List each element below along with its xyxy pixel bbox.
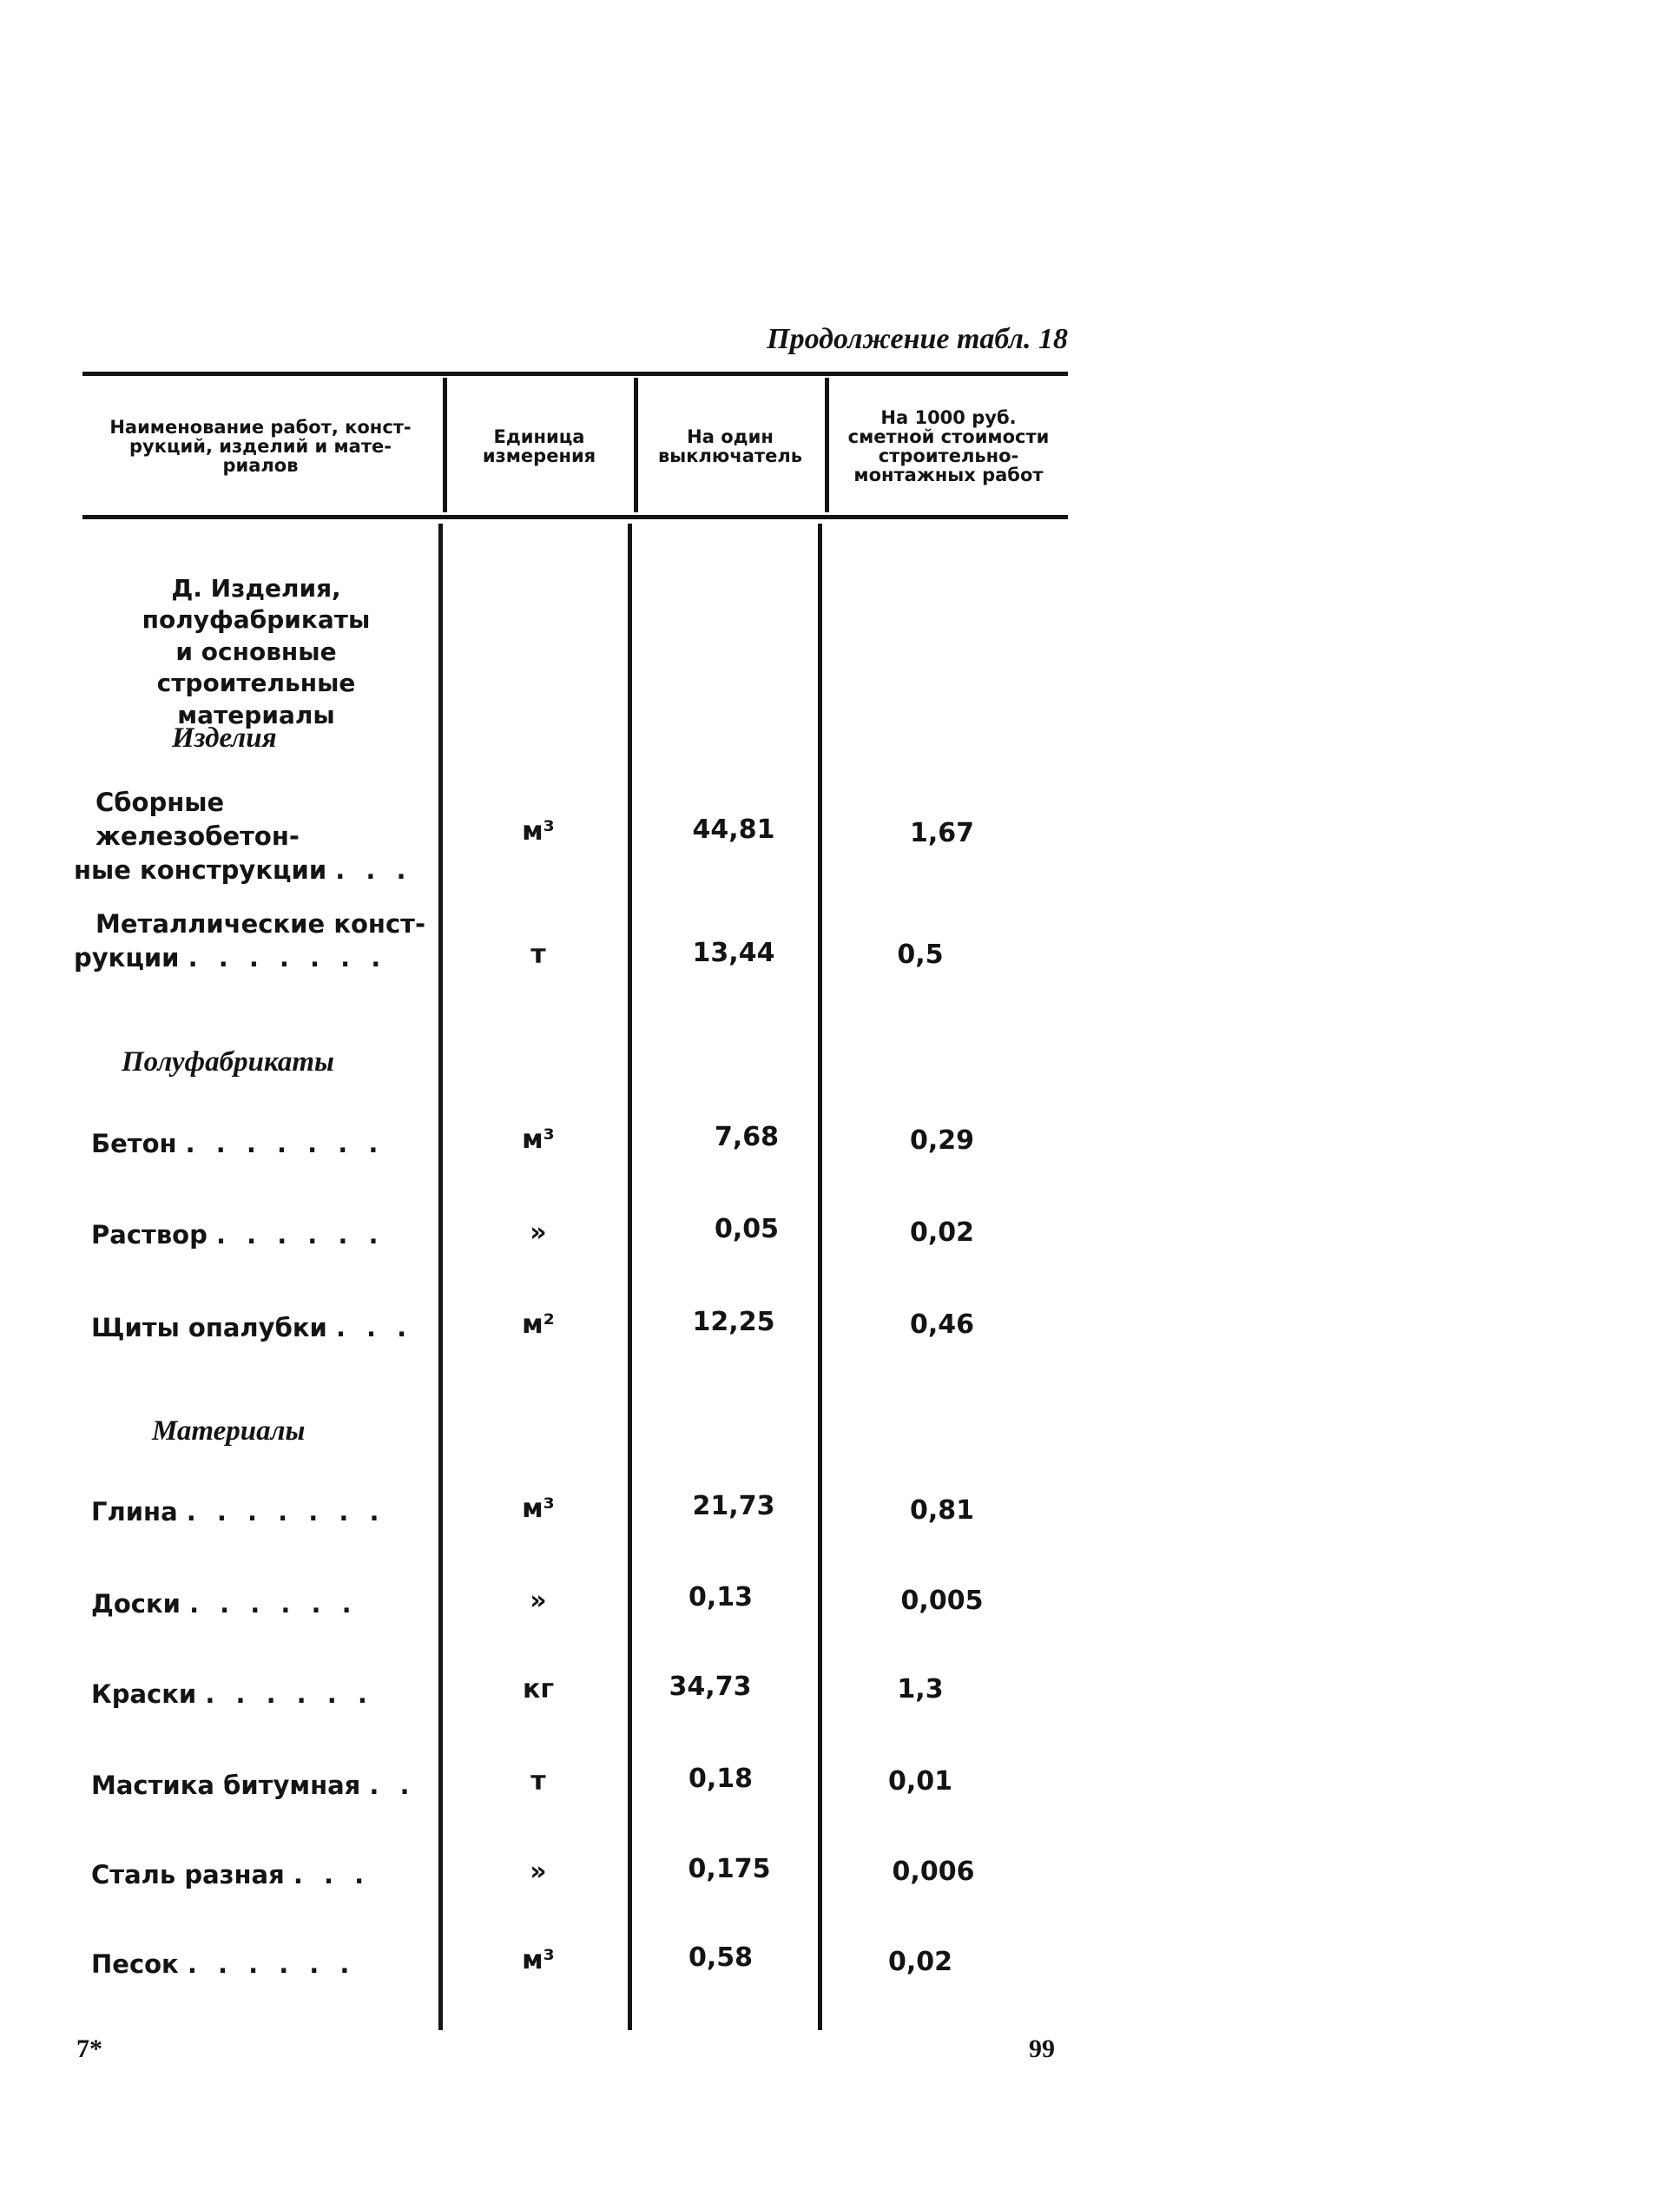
row-per-1000: 0,81 xyxy=(909,1495,975,1526)
row-unit: » xyxy=(530,1217,547,1248)
row-per-1000: 0,5 xyxy=(897,940,944,970)
subsection-materials: Материалы xyxy=(152,1415,306,1447)
row-name: Доски . . . . . . xyxy=(91,1589,358,1619)
row-name: Краски . . . . . . xyxy=(91,1679,373,1709)
row-per-switch: 44,81 xyxy=(692,814,775,845)
signature-mark: 7* xyxy=(76,2034,102,2063)
row-per-switch: 0,58 xyxy=(688,1942,754,1973)
row-per-1000: 0,02 xyxy=(909,1217,975,1248)
row-per-1000: 1,3 xyxy=(897,1674,944,1705)
row-per-switch: 0,175 xyxy=(688,1854,771,1884)
row-name: Глина . . . . . . . xyxy=(91,1497,385,1527)
row-name: Раствор . . . . . . xyxy=(91,1220,385,1250)
row-per-switch: 12,25 xyxy=(692,1307,775,1337)
row-name: Бетон . . . . . . . xyxy=(91,1129,385,1158)
row-unit: » xyxy=(530,1586,547,1616)
body-divider-3 xyxy=(818,524,822,2030)
row-per-1000: 0,005 xyxy=(900,1586,984,1616)
row-name: Сталь разная . . . xyxy=(91,1860,371,1889)
header-per-switch-column: На один выключатель xyxy=(658,425,802,466)
row-unit: т xyxy=(530,940,546,970)
subsection-semi-finished: Полуфабрикаты xyxy=(122,1046,334,1078)
row-per-switch: 7,68 xyxy=(714,1122,780,1152)
row-unit: м³ xyxy=(522,1494,555,1524)
row-per-1000: 0,006 xyxy=(892,1856,975,1887)
header-per-1000-column: На 1000 руб. сметной стоимости строительно- монтажных работ xyxy=(847,406,1050,486)
row-per-1000: 0,01 xyxy=(887,1766,953,1797)
row-per-switch: 13,44 xyxy=(692,938,775,968)
table-caption: Продолжение табл. 18 xyxy=(767,323,1068,355)
row-unit: м³ xyxy=(522,1124,555,1155)
section-heading: Д. Изделия, полуфабрикаты и основные строительные материалы xyxy=(142,574,371,729)
row-per-switch: 34,73 xyxy=(669,1672,752,1702)
row-unit: м³ xyxy=(522,1945,555,1975)
row-name: Сборные железобетон- ные конструкции . . . xyxy=(74,788,412,886)
header-name-column: Наименование работ, конст- рукций, изделий и мате- риалов xyxy=(109,416,412,477)
row-per-switch: 0,18 xyxy=(688,1764,754,1794)
row-unit: » xyxy=(530,1856,547,1887)
top-rule xyxy=(82,372,1068,376)
row-per-1000: 0,29 xyxy=(909,1125,975,1156)
row-per-1000: 0,46 xyxy=(909,1309,975,1340)
row-per-switch: 21,73 xyxy=(692,1491,775,1521)
row-per-switch: 0,05 xyxy=(714,1214,780,1244)
header-unit-column: Единица измерения xyxy=(482,425,596,466)
header-bottom-rule xyxy=(82,515,1068,519)
page-number: 99 xyxy=(1029,2034,1055,2063)
body-divider-2 xyxy=(628,524,632,2030)
row-name: Мастика битумная . . xyxy=(91,1771,416,1800)
row-name: Металлические конст- рукции . . . . . . . xyxy=(74,909,425,973)
row-unit: м³ xyxy=(522,816,555,847)
row-per-switch: 0,13 xyxy=(688,1582,754,1612)
row-per-1000: 1,67 xyxy=(909,818,975,848)
row-unit: кг xyxy=(522,1674,555,1705)
row-name: Щиты опалубки . . . xyxy=(91,1313,413,1342)
row-unit: м² xyxy=(522,1309,555,1340)
subsection-products: Изделия xyxy=(172,722,277,754)
row-per-1000: 0,02 xyxy=(887,1947,953,1977)
row-name: Песок . . . . . . xyxy=(91,1949,356,1979)
row-unit: т xyxy=(530,1766,546,1797)
